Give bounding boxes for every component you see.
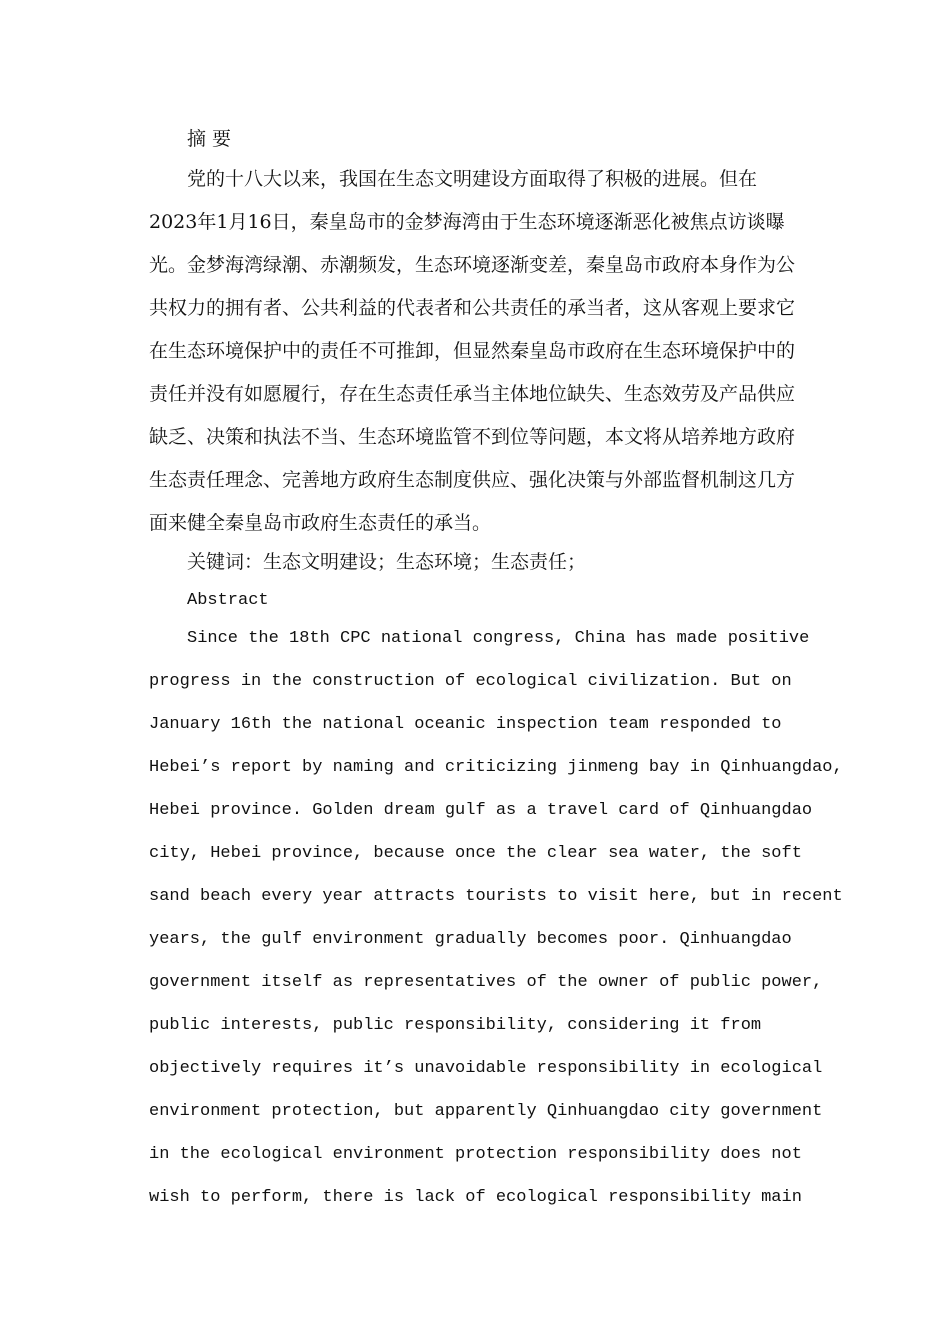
abstract-cn-line: 生态责任理念、完善地方政府生态制度供应、强化决策与外部监督机制这几方 <box>149 469 796 491</box>
abstract-en-line: Hebei’s report by naming and criticizing jinmeng bay in Qinhuangdao, <box>149 758 843 777</box>
abstract-cn-line: 面来健全秦皇岛市政府生态责任的承当。 <box>149 512 492 534</box>
abstract-cn-line: 共权力的拥有者、公共利益的代表者和公共责任的承当者，这从客观上要求它 <box>149 297 796 319</box>
abstract-en-line: wish to perform, there is lack of ecological responsibility main <box>149 1188 802 1207</box>
abstract-en-line: objectively requires it’s unavoidable responsibility in ecological <box>149 1059 823 1078</box>
abstract-en-line: January 16th the national oceanic inspection team responded to <box>149 715 782 734</box>
abstract-cn-line: 2023年1月16日，秦皇岛市的金梦海湾由于生态环境逐渐恶化被焦点访谈曝 <box>149 211 785 233</box>
abstract-cn-line: 在生态环境保护中的责任不可推卸，但显然秦皇岛市政府在生态环境保护中的 <box>149 340 796 362</box>
abstract-en-line: Hebei province. Golden dream gulf as a travel card of Qinhuangdao <box>149 801 813 820</box>
abstract-en-heading: Abstract <box>187 591 269 610</box>
abstract-cn-line: 缺乏、决策和执法不当、生态环境监管不到位等问题，本文将从培养地方政府 <box>149 426 796 448</box>
abstract-en-line: public interests, public responsibility, considering it from <box>149 1016 762 1035</box>
abstract-cn-line: 责任并没有如愿履行，存在生态责任承当主体地位缺失、生态效劳及产品供应 <box>149 383 796 405</box>
abstract-en-line: government itself as representatives of the owner of public power, <box>149 973 823 992</box>
abstract-en-line: progress in the construction of ecological civilization. But on <box>149 672 792 691</box>
abstract-en-line: sand beach every year attracts tourists to visit here, but in recent <box>149 887 843 906</box>
abstract-en-line: environment protection, but apparently Qinhuangdao city government <box>149 1102 823 1121</box>
abstract-cn-line: 党的十八大以来，我国在生态文明建设方面取得了积极的进展。但在 <box>187 168 758 190</box>
abstract-en-line: Since the 18th CPC national congress, China has made positive <box>187 629 810 648</box>
keywords-cn: 关键词：生态文明建设；生态环境；生态责任； <box>187 551 587 573</box>
abstract-en-line: years, the gulf environment gradually becomes poor. Qinhuangdao <box>149 930 792 949</box>
abstract-en-line: city, Hebei province, because once the clear sea water, the soft <box>149 844 802 863</box>
abstract-en-line: in the ecological environment protection responsibility does not <box>149 1145 802 1164</box>
abstract-cn-line: 光。金梦海湾绿潮、赤潮频发，生态环境逐渐变差，秦皇岛市政府本身作为公 <box>149 254 796 276</box>
abstract-cn-heading: 摘 要 <box>187 128 232 150</box>
